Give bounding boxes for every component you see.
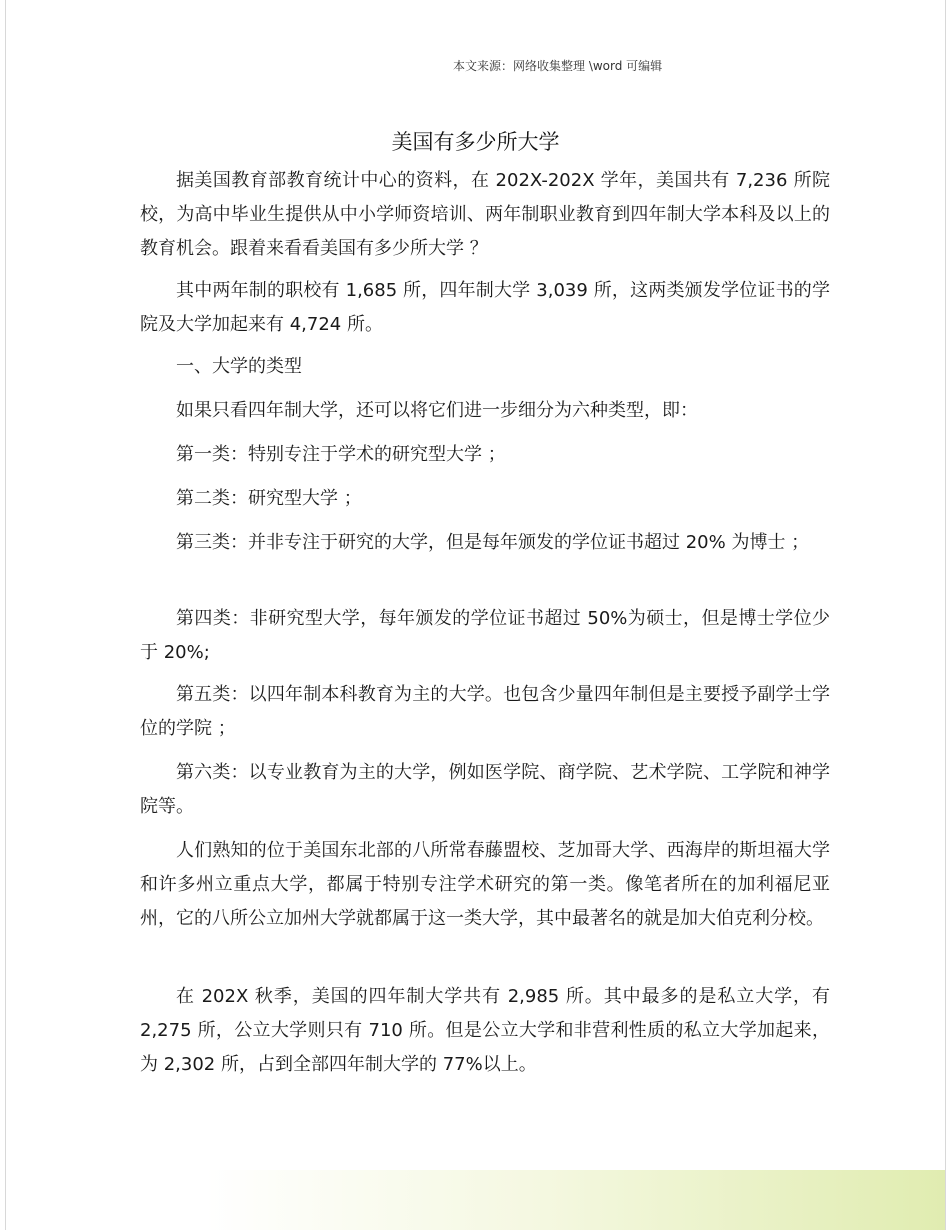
source-note: 本文来源：网络收集整理 \word 可编辑	[453, 59, 663, 73]
bottom-decoration	[206, 1170, 945, 1230]
document-page	[5, 0, 946, 1230]
paragraph-six-types: 如果只看四年制大学，还可以将它们进一步细分为六种类型，即：	[176, 400, 698, 421]
type-4: 第四类：非研究型大学，每年颁发的学位证书超过 50%为硕士，但是博士学位少于 20%;	[140, 608, 830, 663]
paragraph-intro: 据美国教育部教育统计中心的资料，在 202X-202X 学年，美国共有 7,236 所院校，为高中毕业生提供从中小学师资培训、两年制职业教育到四年制大学本科及以上的教育机会。跟着来看看美国有多少所大学 ？	[140, 170, 830, 259]
type-5: 第五类：以四年制本科教育为主的大学。也包含少量四年制但是主要授予副学士学位的学院 ；	[140, 684, 830, 739]
paragraph-counts: 其中两年制的职校有 1,685 所，四年制大学 3,039 所，这两类颁发学位证书的学院及大学加起来有 4,724 所。	[140, 280, 830, 335]
type-2: 第二类：研究型大学 ；	[176, 488, 362, 509]
paragraph-fall-stats: 在 202X 秋季，美国的四年制大学共有 2,985 所。其中最多的是私立大学，有 2,275 所，公立大学则只有 710 所。但是公立大学和非营利性质的私立大学加起来，为 2,302 所，占到全部四年制大学的 77%以上。	[140, 986, 830, 1075]
type-3: 第三类：并非专注于研究的大学，但是每年颁发的学位证书超过 20% 为博士 ；	[176, 532, 810, 553]
page-title: 美国有多少所大学	[391, 130, 560, 154]
type-1: 第一类：特别专注于学术的研究型大学 ；	[176, 444, 506, 465]
section-heading-types: 一、大学的类型	[176, 356, 302, 377]
paragraph-ivy-league: 人们熟知的位于美国东北部的八所常春藤盟校、芝加哥大学、西海岸的斯坦福大学和许多州立重点大学，都属于特别专注学术研究的第一类。像笔者所在的加利福尼亚州，它的八所公立加州大学就都属于这一类大学，其中最著名的就是加大伯克利分校。	[140, 840, 830, 929]
type-6: 第六类：以专业教育为主的大学，例如医学院、商学院、艺术学院、工学院和神学院等。	[140, 762, 830, 817]
